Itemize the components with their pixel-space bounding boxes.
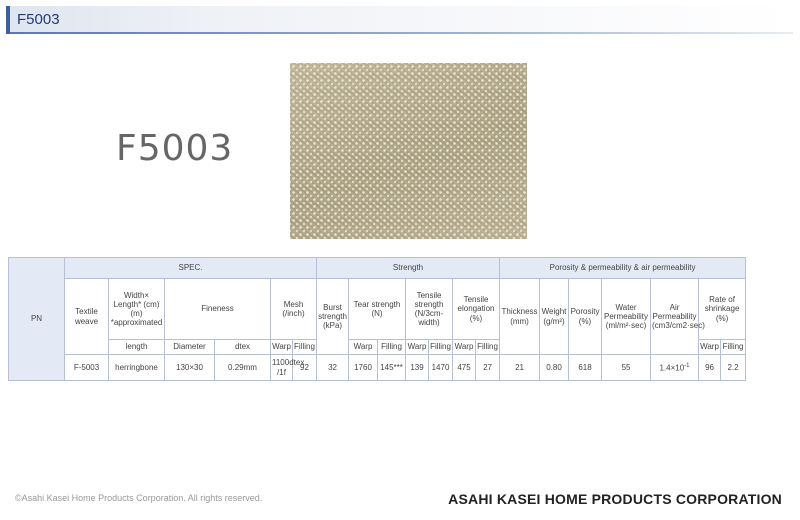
cell-elongation-warp: 27 (476, 355, 500, 381)
cell-weight: 618 (569, 355, 602, 381)
tensile-strength-header: Tensile strength (N/3cm-width) (406, 279, 453, 340)
length-header: length (109, 340, 165, 355)
cell-porosity: 55 (602, 355, 651, 381)
weight-header: Weight (g/m²) (540, 279, 569, 355)
tensile-warp-header: Warp (406, 340, 429, 355)
cell-mesh-warp: 92 (293, 355, 317, 381)
cell-width-length: 130×30 (165, 355, 215, 381)
cell-tear-filling: 139 (406, 355, 429, 381)
fineness-header: Fineness (165, 279, 271, 340)
cell-thickness: 0.80 (540, 355, 569, 381)
company-name: ASAHI KASEI HOME PRODUCTS CORPORATION (448, 491, 782, 507)
dtex-header: dtex (215, 340, 271, 355)
page-title: F5003 (17, 11, 60, 28)
tensile-elongation-header: Tensile elongation (%) (453, 279, 500, 340)
spec-table (8, 257, 746, 381)
water-permeability-header: Water Permeability (ml/m²·sec) (602, 279, 651, 355)
water-permeability-base: 1.4×10 (659, 363, 685, 373)
cell-weave: herringbone (109, 355, 165, 381)
table-row (9, 355, 746, 381)
cell-burst: 1760 (349, 355, 378, 381)
cell-mesh-filling: 32 (317, 355, 349, 381)
burst-strength-header: Burst strength (kPa) (317, 279, 349, 355)
cell-tear-warp: 145*** (378, 355, 406, 381)
strength-group-header: Strength (317, 258, 500, 279)
elongation-filling-header: Filling (476, 340, 500, 355)
shrinkage-warp-header: Warp (699, 340, 721, 355)
air-permeability-header: Air Permeability (cm3/cm2·sec) (651, 279, 699, 355)
elongation-warp-header: Warp (453, 340, 476, 355)
cell-tensile-warp: 1470 (429, 355, 453, 381)
cell-shrinkage-warp: 2.2 (721, 355, 746, 381)
porosity-header: Porosity (%) (569, 279, 602, 355)
cell-water-permeability (651, 355, 699, 381)
title-bar (6, 6, 793, 34)
cell-diameter: 0.29mm (215, 355, 271, 381)
mesh-warp-header: Warp (271, 340, 293, 355)
product-name: F5003 (116, 128, 234, 169)
water-permeability-exponent: -1 (684, 362, 690, 369)
title-underline (10, 32, 793, 34)
cell-pn: F-5003 (65, 355, 109, 381)
tensile-filling-header: Filling (429, 340, 453, 355)
diameter-header: Diameter (165, 340, 215, 355)
mesh-filling-header: Filling (293, 340, 317, 355)
thickness-header: Thickness (mm) (500, 279, 540, 355)
tear-filling-header: Filling (378, 340, 406, 355)
cell-elongation-filling: 21 (500, 355, 540, 381)
cell-tensile-filling: 475 (453, 355, 476, 381)
shrinkage-header: Rate of shrinkage (%) (699, 279, 746, 340)
cell-dtex: 1100dtex /1f (271, 355, 293, 381)
pn-header: PN (9, 258, 65, 381)
fabric-swatch-image (290, 63, 527, 239)
shrinkage-filling-header: Filling (721, 340, 746, 355)
copyright-notice: ©Asahi Kasei Home Products Corporation. All rights reserved. (15, 493, 263, 503)
cell-air-permeability: 96 (699, 355, 721, 381)
mesh-header: Mesh (/inch) (271, 279, 317, 340)
tear-warp-header: Warp (349, 340, 378, 355)
porosity-group-header: Porosity & permeability & air permeability (500, 258, 746, 279)
spec-group-header: SPEC. (65, 258, 317, 279)
tear-strength-header: Tear strength (N) (349, 279, 406, 340)
width-length-header: Width× Length* (cm) (m) *approximated (109, 279, 165, 340)
textile-weave-header: Textile weave (65, 279, 109, 355)
